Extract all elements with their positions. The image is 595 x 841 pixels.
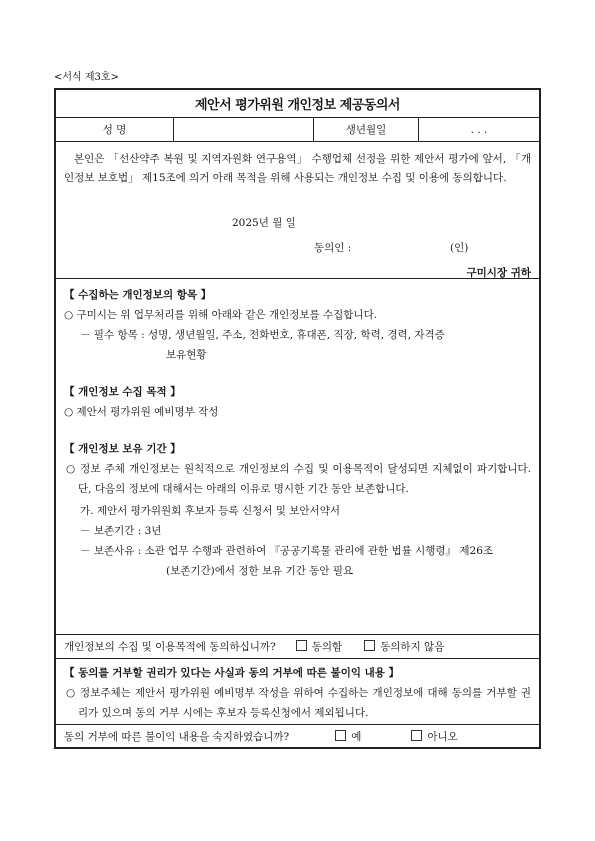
refusal-section (54, 659, 541, 725)
disagree-option[interactable] (364, 639, 444, 654)
purpose-heading: 【 개인정보 수집 목적 】 (64, 386, 181, 398)
birth-label: 생년월일 (314, 118, 419, 141)
info-row (54, 118, 541, 142)
retention-subtitle: 가. 제안서 평가위원회 후보자 등록 신청서 및 보안서약서 (80, 505, 340, 517)
retention-heading: 【 개인정보 보유 기간 】 (64, 443, 181, 455)
acknowledge-row (54, 725, 541, 749)
no-option[interactable] (411, 729, 457, 744)
seal-mark[interactable]: (인) (450, 242, 469, 254)
yes-option[interactable] (335, 729, 361, 744)
consent-question: 개인정보의 수집 및 이용목적에 동의하십니까? (64, 641, 276, 653)
agree-checkbox[interactable] (296, 640, 307, 651)
recipient: 구미시장 귀하 (466, 267, 531, 279)
acknowledge-question: 동의 거부에 따른 불이익 내용을 숙지하였습니까? (64, 730, 290, 743)
consent-date[interactable]: 2025년 월 일 (232, 217, 296, 229)
retention-text: ○ 정보 주체 개인정보는 원칙적으로 개인정보의 수집 및 이용목적이 달성되면 지체없이 파기합니다. 단, 다음의 정보에 대해서는 아래의 이유로 명시한 기간 동안 보존합니다. (66, 463, 531, 495)
name-field[interactable] (174, 118, 314, 141)
items-heading: 【 수집하는 개인정보의 항목 】 (64, 289, 212, 301)
no-label: 아니오 (427, 730, 458, 743)
disagree-checkbox[interactable] (364, 640, 375, 651)
disagree-label: 동의하지 않음 (380, 641, 445, 653)
form-number: <서식 제3호> (54, 72, 119, 83)
form-title: 제안서 평가위원 개인정보 제공동의서 (194, 98, 400, 113)
items-intro: ○ 구미시는 위 업무처리를 위해 아래와 같은 개인정보를 수집합니다. (64, 309, 378, 321)
name-label: 성 명 (56, 118, 174, 141)
purpose-text: ○ 제안서 평가위원 예비명부 작성 (64, 406, 219, 418)
birth-field[interactable]: . . . (470, 123, 488, 136)
no-checkbox[interactable] (411, 730, 422, 741)
consent-text: 본인은 「선산약주 복원 및 지역자원화 연구용역」 수행업체 선정을 위한 제안서 평가에 앞서, 「개인정보 보호법」 제15조에 의거 아래 목적을 위해 사용되는 개인정보 수집 및 이용에 동의합니다. (64, 153, 531, 184)
consent-statement (54, 142, 541, 279)
consent-question-row (54, 635, 541, 659)
required-items-cont: 보유현황 (166, 349, 207, 361)
retention-reason: － 보존사유 : 소관 업무 수행과 관련하여 『공공기록물 관리에 관한 법률 시행령』 제26조 (80, 545, 494, 557)
consent-form (54, 88, 541, 749)
retention-period: － 보존기간 : 3년 (80, 525, 162, 537)
agree-label: 동의함 (311, 641, 343, 653)
details-section (54, 279, 541, 635)
signer-label: 동의인 : (314, 242, 352, 254)
agree-option[interactable] (296, 639, 342, 654)
yes-checkbox[interactable] (335, 730, 346, 741)
title-row (54, 88, 541, 118)
retention-reason-cont: (보존기간)에서 정한 보유 기간 동안 필요 (166, 565, 354, 577)
required-items: － 필수 항목 : 성명, 생년월일, 주소, 전화번호, 휴대폰, 직장, 학력, 경력, 자격증 (80, 329, 445, 341)
refusal-text: ○ 정보주체는 제안서 평가위원 예비명부 작성을 위하여 수집하는 개인정보에 대해 동의를 거부할 권리가 있으며 동의 거부 시에는 후보자 등록신청에서 제외됩니다. (66, 687, 531, 719)
refusal-heading: 【 동의를 거부할 권리가 있다는 사실과 동의 거부에 따른 불이익 내용 】 (64, 667, 400, 679)
yes-label: 예 (351, 730, 362, 743)
